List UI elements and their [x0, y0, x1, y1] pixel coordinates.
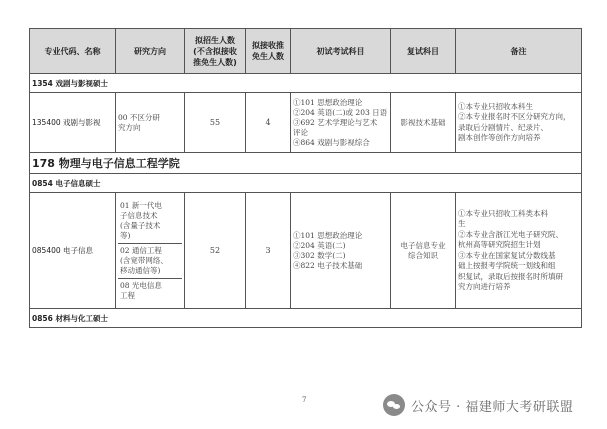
tuimian-count: 4 — [246, 93, 291, 153]
research-direction: 00 不区分研 究方向 — [116, 93, 185, 153]
section-ee: 0854 电子信息硕士 — [30, 174, 582, 193]
exam-subjects: ①101 思想政治理论 ②204 英语(二)或 203 日语 ③692 艺术学理论与艺术 评论 ④864 戏剧与影视综合 — [291, 93, 391, 153]
direction-02: 02 通信工程 (含宽带网络、 移动通信等) — [118, 244, 182, 279]
tuimian-count: 3 — [246, 193, 291, 309]
retest-subject: 影视技术基础 — [391, 93, 456, 153]
college-title: 178 物理与电子信息工程学院 — [30, 153, 582, 174]
section-row — [30, 174, 582, 193]
header-plan: 拟招生人数 (不含拟接收 推免生人数) — [185, 29, 246, 74]
header-code: 专业代码、名称 — [30, 29, 116, 74]
watermark — [383, 394, 573, 416]
retest-subject: 电子信息专业 综合知识 — [391, 193, 456, 309]
header-notes: 备注 — [456, 29, 582, 74]
table-row-drama — [30, 93, 582, 153]
college-row — [30, 153, 582, 174]
research-directions — [116, 193, 185, 309]
notes: ①本专业只招收工科类本科 生 ②本专业含浙江光电子研究院、 杭州高等研究院招生计划 ③本专业在国家复试分数线基 础上按报考学院统一划线和组 织复试，录取后按报名时所填研 究方向进行培养 — [456, 193, 582, 309]
page-number: 7 — [302, 396, 307, 404]
section-drama: 1354 戏剧与影视硕士 — [30, 74, 582, 93]
program-code: 085400 电子信息 — [30, 193, 116, 309]
header-direction: 研究方向 — [116, 29, 185, 74]
header-tuimian: 拟接收推 免生人数 — [246, 29, 291, 74]
direction-08: 08 光电信息 工程 — [120, 280, 162, 300]
table-header-row — [30, 29, 582, 74]
notes: ①本专业只招收本科生 ②本专业报名时不区分研究方向， 录取后分剧情片、纪录片、 剧本创作等创作方向培养 — [456, 93, 582, 153]
direction-01: 01 新一代电 子信息技术 (含量子技术 等) — [118, 199, 182, 244]
admissions-table — [29, 28, 582, 328]
wechat-icon — [383, 394, 405, 416]
section-row — [30, 74, 582, 93]
program-code: 135400 戏剧与影视 — [30, 93, 116, 153]
exam-subjects: ①101 思想政治理论 ②204 英语(二) ③302 数学(二) ④822 电子技术基础 — [291, 193, 391, 309]
header-retest: 复试科目 — [391, 29, 456, 74]
section-row — [30, 309, 582, 328]
plan-count: 55 — [185, 93, 246, 153]
plan-count: 52 — [185, 193, 246, 309]
header-exam: 初试考试科目 — [291, 29, 391, 74]
table-row-ee — [30, 193, 582, 309]
watermark-text: 公众号 · 福建师大考研联盟 — [411, 399, 574, 415]
section-materials: 0856 材料与化工硕士 — [30, 309, 582, 328]
